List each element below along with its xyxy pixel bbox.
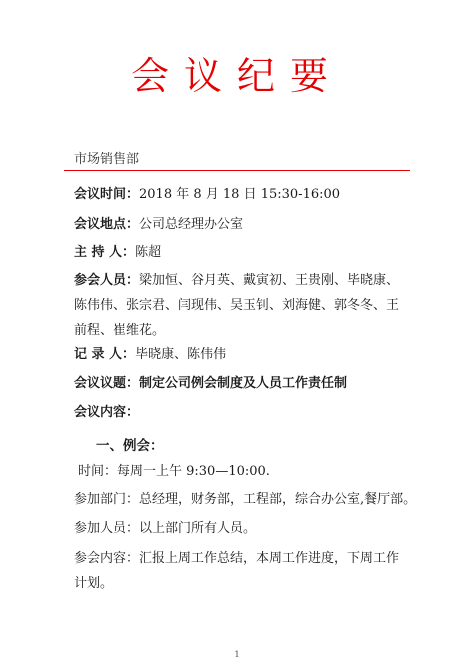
- meeting-host-row: [74, 244, 161, 262]
- section-time-line: 时间：每周一上午 9:30—10:00.: [78, 464, 270, 479]
- section-heading: 一、例会：: [96, 438, 164, 454]
- department-label: 市场销售部: [74, 152, 140, 167]
- section-personnel-line: 参加人员：以上部门所有人员。: [74, 521, 257, 536]
- red-divider: [64, 170, 410, 171]
- meeting-time-label: 会议时间：: [74, 187, 140, 202]
- meeting-location-row: [74, 216, 243, 234]
- recorder-row: [74, 346, 226, 364]
- attendees-value: 梁加恒、谷月英、戴寅初、王贵刚、毕晓康、陈伟伟、张宗君、闫现伟、吴玉钊、刘海健、郭冬冬、王前程、崔维花。: [74, 273, 400, 338]
- recorder-label: 记 录 人：: [74, 347, 136, 362]
- attendees-label: 参会人员：: [74, 273, 140, 288]
- meeting-host-value: 陈超: [135, 245, 162, 260]
- topic-row: [74, 375, 347, 393]
- meeting-location-value: 公司总经理办公室: [139, 217, 244, 232]
- meeting-location-label: 会议地点：: [74, 217, 140, 232]
- attendees-row: [74, 268, 410, 343]
- recorder-value: 毕晓康、陈伟伟: [135, 347, 227, 362]
- topic-value: 制定公司例会制度及人员工作责任制: [139, 376, 348, 391]
- section-content-line: 参会内容：汇报上周工作总结，本周工作进度，下周工作计划。: [74, 551, 400, 591]
- topic-label: 会议议题：: [74, 376, 140, 391]
- meeting-time-value: 2018 年 8 月 18 日 15:30-16:00: [139, 187, 341, 202]
- section-departments-line: 参加部门：总经理，财务部，工程部，综合办公室,餐厅部。: [74, 492, 417, 507]
- page-title: 会议纪要: [130, 54, 343, 98]
- content-row: [74, 404, 139, 422]
- meeting-host-label: 主 持 人：: [74, 245, 136, 260]
- page-number: 1: [234, 650, 240, 659]
- meeting-time-row: [74, 186, 340, 204]
- content-label: 会议内容：: [74, 405, 140, 420]
